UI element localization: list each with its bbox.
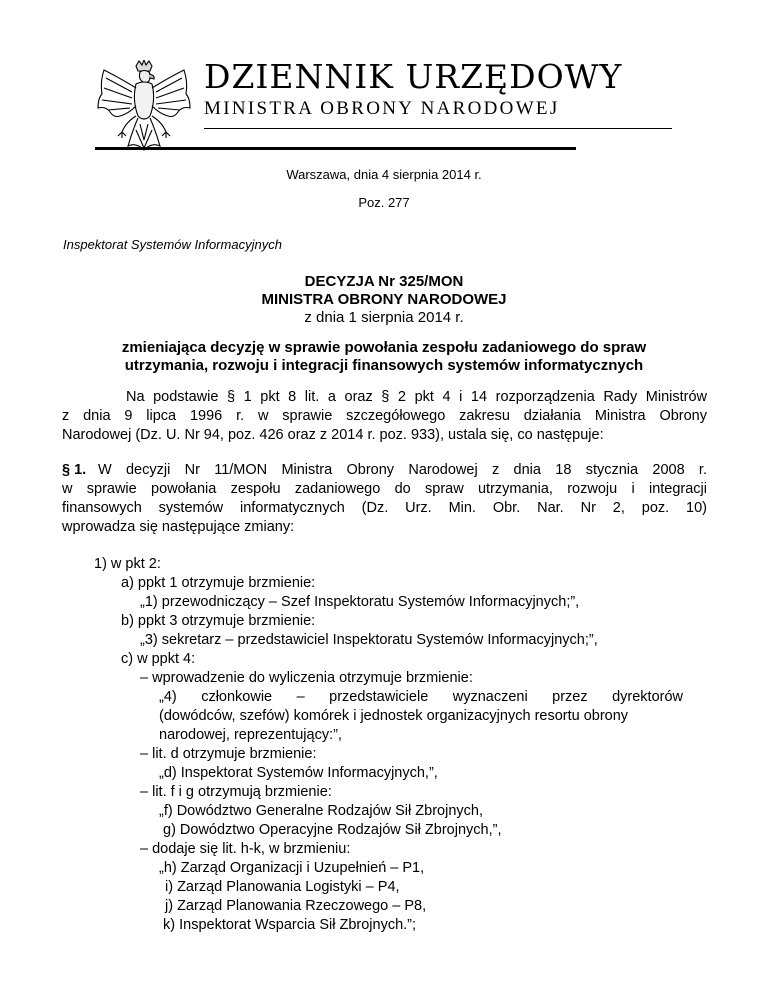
amendment-item: 1) w pkt 2: — [94, 556, 161, 572]
amendment-subitem: b) ppkt 3 otrzymuje brzmienie: — [121, 613, 316, 629]
decision-subject-line: utrzymania, rozwoju i integracji finansowych systemów informatycznych — [124, 357, 644, 374]
amendment-text: j) Zarząd Planowania Rzeczowego – P8, — [165, 898, 427, 914]
masthead-divider — [204, 128, 672, 129]
white-eagle-emblem-icon — [92, 60, 196, 156]
amendment-text: narodowej, reprezentujący:”, — [159, 727, 342, 743]
section-line: W decyzji Nr 11/MON Ministra Obrony Narodowej z dnia 18 stycznia 2008 r. — [98, 462, 707, 478]
amendment-subitem: c) w ppkt 4: — [121, 651, 196, 667]
issuer: Inspektorat Systemów Informacyjnych — [63, 237, 282, 252]
masthead-subtitle: MINISTRA OBRONY NARODOWEJ — [204, 98, 560, 119]
amendment-dash-item: – lit. d otrzymuje brzmienie: — [140, 746, 317, 762]
amendment-text: i) Zarząd Planowania Logistyki – P4, — [165, 879, 400, 895]
amendment-text: k) Inspektorat Wsparcia Sił Zbrojnych.”; — [163, 917, 417, 933]
amendment-dash-item: – dodaje się lit. h-k, w brzmieniu: — [140, 841, 351, 857]
preamble-line: Na podstawie § 1 pkt 8 lit. a oraz § 2 pkt 4 i 14 rozporządzenia Rady Ministrów — [126, 389, 707, 405]
section-line: wprowadza się następujące zmiany: — [62, 519, 295, 535]
header-divider — [95, 147, 576, 150]
amendment-text: „1) przewodniczący – Szef Inspektoratu Systemów Informacyjnych;”, — [140, 594, 580, 610]
amendment-subitem: a) ppkt 1 otrzymuje brzmienie: — [121, 575, 316, 591]
amendment-text: „d) Inspektorat Systemów Informacyjnych,”, — [159, 765, 438, 781]
masthead-title: DZIENNIK URZĘDOWY — [204, 57, 623, 96]
amendment-text: „h) Zarząd Organizacji i Uzupełnień – P1, — [159, 860, 425, 876]
amendment-text: „4) członkowie – przedstawiciele wyznaczeni przez dyrektorów — [159, 689, 683, 705]
preamble-line: z dnia 9 lipca 1996 r. w sprawie szczegółowego zakresu działania Ministra Obrony — [62, 408, 707, 424]
place-date: Warszawa, dnia 4 sierpnia 2014 r. — [286, 167, 482, 182]
position-number: Poz. 277 — [358, 195, 410, 210]
amendment-text: g) Dowództwo Operacyjne Rodzajów Sił Zbrojnych,”, — [163, 822, 502, 838]
decision-number: DECYZJA Nr 325/MON — [304, 273, 464, 290]
amendment-dash-item: – lit. f i g otrzymują brzmienie: — [140, 784, 332, 800]
section-line: finansowych systemów informatycznych (Dz. Urz. Min. Obr. Nar. Nr 2, poz. 10) — [62, 500, 707, 516]
amendment-text: (dowódców, szefów) komórek i jednostek organizacyjnych resortu obrony — [159, 708, 629, 724]
decision-subject-line: zmieniająca decyzję w sprawie powołania zespołu zadaniowego do spraw — [121, 339, 647, 356]
section-line: w sprawie powołania zespołu zadaniowego do spraw utrzymania, rozwoju i integracji — [62, 481, 707, 497]
amendment-text: „3) sekretarz – przedstawiciel Inspektoratu Systemów Informacyjnych;”, — [140, 632, 598, 648]
decision-date: z dnia 1 sierpnia 2014 r. — [304, 309, 464, 326]
amendment-text: „f) Dowództwo Generalne Rodzajów Sił Zbrojnych, — [159, 803, 483, 819]
preamble-line: Narodowej (Dz. U. Nr 94, poz. 426 oraz z 2014 r. poz. 933), ustala się, co następuje: — [62, 427, 604, 443]
decision-authority: MINISTRA OBRONY NARODOWEJ — [261, 291, 507, 308]
section-label: § 1. — [62, 462, 87, 478]
amendment-dash-item: – wprowadzenie do wyliczenia otrzymuje brzmienie: — [140, 670, 473, 686]
